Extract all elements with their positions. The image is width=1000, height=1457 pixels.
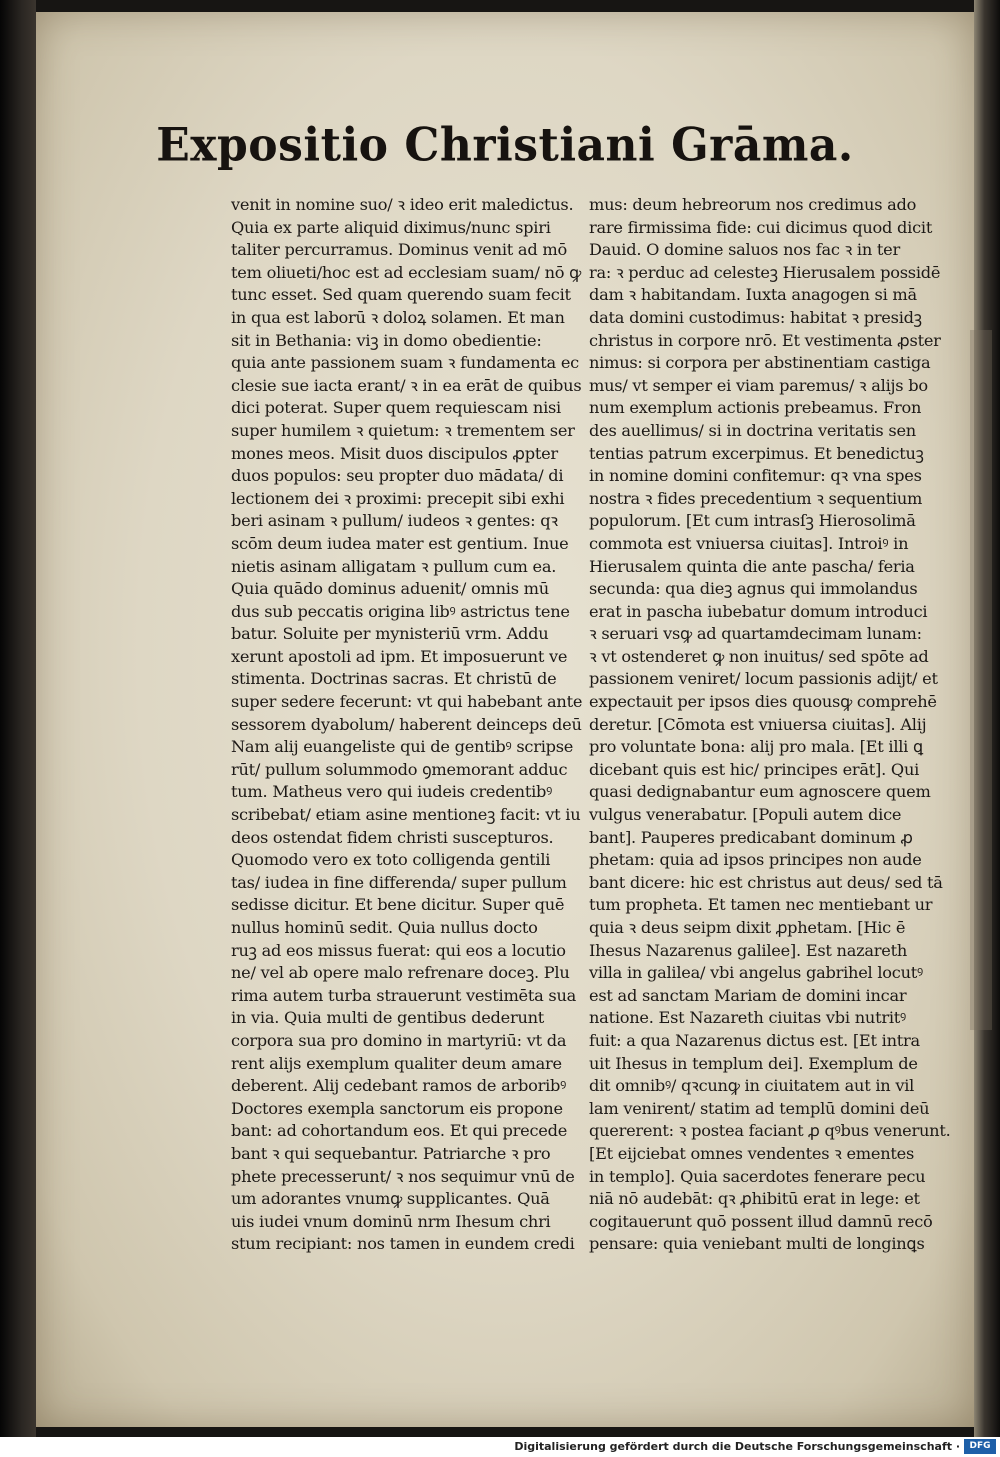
scan-left-border [0, 0, 36, 1437]
text-line: villa in galilea/ vbi angelus gabrihel locutꝰ [589, 963, 923, 983]
text-line: nimus: si corpora per abstinentiam castiga [589, 353, 931, 373]
text-line: pensare: quia veniebant multi de longinꝗs [589, 1234, 925, 1254]
text-line: Quomodo vero ex toto colligenda gentili [231, 850, 551, 870]
text-line: nietis asinam alligatam ꝛ pullum cum ea. [231, 556, 557, 576]
text-line: clesie sue iacta erant/ ꝛ in ea erāt de quibus [231, 375, 582, 395]
text-line: lectionem dei ꝛ proximi: precepit sibi exhi [231, 488, 565, 508]
text-line: mones meos. Misit duos discipulos ꝓpter [231, 443, 558, 463]
text-line: Quia ex parte aliquid diximus/nunc spiri [231, 217, 551, 237]
text-line: Hierusalem quinta die ante pascha/ feria [589, 556, 915, 576]
text-column-right [589, 194, 969, 1256]
text-line: [Et eijciebat omnes vendentes ꝛ ementes [589, 1143, 915, 1163]
text-line: vulgus venerabatur. [Populi autem dice [589, 805, 902, 825]
text-line: quia ante passionem suam ꝛ fundamenta ec [231, 353, 579, 373]
text-line: phete precesserunt/ ꝛ nos sequimur vnū de [231, 1166, 575, 1186]
text-line: dici poterat. Super quem requiescam nisi [231, 398, 561, 418]
text-line: tunc esset. Sed quam querendo suam fecit [231, 285, 571, 305]
text-line: des auellimus/ si in doctrina veritatis sen [589, 420, 916, 440]
text-line: natione. Est Nazareth ciuitas vbi nutritꝰ [589, 1008, 906, 1028]
text-line: corpora sua pro domino in martyriū: vt da [231, 1030, 567, 1050]
text-line: lam venirent/ statim ad templū domini deū [589, 1098, 930, 1118]
text-line: tentias patrum excerpimus. Et benedictuꝫ [589, 443, 924, 463]
text-line: bant ꝛ qui sequebantur. Patriarche ꝛ pro [231, 1143, 551, 1163]
text-line: deos ostendat fidem christi suscepturos. [231, 827, 554, 847]
text-line: stum recipiant: nos tamen in eundem credi [231, 1234, 575, 1254]
text-line: sit in Bethania: viꝫ in domo obedientie: [231, 330, 542, 350]
text-line: in nomine domini confitemur: qꝛ vna spes [589, 466, 922, 486]
text-line: super sedere fecerunt: vt qui habebant ante [231, 692, 583, 712]
text-line: duos populos: seu propter duo mādata/ di [231, 466, 564, 486]
text-line: dit omnibꝰ/ qꝛcunꝙ in ciuitatem aut in vil [589, 1076, 915, 1096]
text-line: rima autem turba strauerunt vestimēta sua [231, 985, 577, 1005]
text-line: rent alijs exemplum qualiter deum amare [231, 1053, 562, 1073]
text-line: dicebant quis est hic/ principes erāt]. Qui [589, 759, 920, 779]
text-line: dus sub peccatis origina libꝰ astrictus tene [231, 601, 570, 621]
text-line: secunda: qua dieꝫ agnus qui immolandus [589, 579, 918, 599]
text-line: pro voluntate bona: alij pro mala. [Et illi ꝗ [589, 737, 924, 757]
text-line: sedisse dicitur. Et bene dicitur. Super quē [231, 895, 565, 915]
text-line: deberent. Alij cedebant ramos de arboribꝰ [231, 1076, 567, 1096]
text-line: christus in corpore nrō. Et vestimenta ꝓster [589, 330, 941, 350]
text-line: populorum. [Et cum intrasſꝫ Hierosolimā [589, 511, 916, 531]
text-line: tem oliueti/hoc est ad ecclesiam suam/ nō ꝙ [231, 262, 582, 282]
text-line: est ad sanctam Mariam de domini incar [589, 985, 907, 1005]
text-line: mus/ vt semper ei viam paremus/ ꝛ alijs bo [589, 375, 928, 395]
page-title: Expositio Christiani Grāma. [156, 118, 854, 173]
text-line: ruꝫ ad eos missus fuerat: qui eos a locutio [231, 940, 566, 960]
dfg-logo-icon: DFG [964, 1439, 996, 1454]
text-line: super humilem ꝛ quietum: ꝛ trementem ser [231, 420, 575, 440]
text-line: nullus hominū sedit. Quia nullus docto [231, 918, 538, 937]
text-line: scōm deum iudea mater est gentium. Inue [231, 533, 569, 553]
text-line: batur. Soluite per mynisteriū vrm. Addu [231, 624, 549, 644]
text-line: bant]. Pauperes predicabant dominum ꝓ [589, 827, 913, 847]
text-line: quia ꝛ deus seipm dixit ꝓphetam. [Hic ē [589, 918, 906, 937]
text-line: Nam alij euangeliste qui de gentibꝰ scripse [231, 737, 574, 757]
text-line: sessorem dyabolum/ haberent deinceps deū [231, 714, 582, 734]
text-line: bant dicere: hic est christus aut deus/ sed tā [589, 872, 943, 892]
text-line: quasi dedignabantur eum agnoscere quem [589, 782, 931, 802]
text-line: nostra ꝛ fides precedentium ꝛ sequentium [589, 488, 923, 508]
book-page [36, 12, 974, 1427]
text-line: cogitauerunt quō possent illud damnū recō [589, 1211, 933, 1231]
text-line: quererent: ꝛ postea faciant ꝓ qꝰbus venerunt. [589, 1121, 951, 1141]
text-line: erat in pascha iubebatur domum introduci [589, 601, 928, 621]
text-line: passionem veniret/ locum passionis adijt/ et [589, 669, 938, 689]
text-line: rūt/ pullum solummodo ꝯmemorant adduc [231, 759, 568, 779]
text-column-left [231, 194, 591, 1256]
text-line: rare firmissima fide: cui dicimus quod dicit [589, 217, 933, 237]
text-line: num exemplum actionis prebeamus. Fron [589, 398, 922, 418]
text-line: in qua est laborū ꝛ doloꝝ solamen. Et man [231, 307, 565, 327]
text-line: Doctores exempla sanctorum eis propone [231, 1098, 563, 1118]
text-line: in templo]. Quia sacerdotes fenerare pecu [589, 1166, 926, 1186]
text-line: scribebat/ etiam asine mentioneꝫ facit: vt iu [231, 805, 581, 825]
text-line: ne/ vel ab opere malo refrenare doceꝫ. Plu [231, 963, 570, 983]
text-line: commota est vniuersa ciuitas]. Introiꝰ in [589, 533, 909, 553]
text-line: stimenta. Doctrinas sacras. Et christū de [231, 669, 557, 689]
text-line: data domini custodimus: habitat ꝛ presidꝫ [589, 307, 922, 327]
text-line: deretur. [Cōmota est vniuersa ciuitas]. Alij [589, 714, 927, 734]
text-line: bant: ad cohortandum eos. Et qui precede [231, 1121, 568, 1141]
text-line: mus: deum hebreorum nos credimus ado [589, 195, 917, 214]
text-line: dam ꝛ habitandam. Iuxta anagogen si mā [589, 285, 917, 305]
footer-bar [0, 1437, 1000, 1457]
text-line: expectauit per ipsos dies quousꝙ comprehē [589, 692, 937, 712]
text-line: tas/ iudea in fine differenda/ super pullum [231, 872, 567, 892]
text-line: ꝛ seruari vsꝙ ad quartamdecimam lunam: [589, 624, 922, 644]
text-line: beri asinam ꝛ pullum/ iudeos ꝛ gentes: qꝛ [231, 511, 558, 531]
text-line: um adorantes vnumꝙ supplicantes. Quā [231, 1189, 550, 1209]
text-line: taliter percurramus. Dominus venit ad mō [231, 240, 567, 260]
text-line: in via. Quia multi de gentibus dederunt [231, 1008, 545, 1028]
text-line: Ihesus Nazarenus galilee]. Est nazareth [589, 940, 908, 960]
text-line: tum. Matheus vero qui iudeis credentibꝰ [231, 782, 553, 802]
text-line: fuit: a qua Nazarenus dictus est. [Et intra [589, 1030, 920, 1050]
text-line: ꝛ vt ostenderet ꝙ non inuitus/ sed spōte ad [589, 646, 929, 666]
text-line: Quia quādo dominus aduenit/ omnis mū [231, 579, 549, 599]
text-line: niā nō audebāt: qꝛ ꝓhibitū erat in lege: et [589, 1189, 920, 1209]
text-line: Dauid. O domine saluos nos fac ꝛ in ter [589, 240, 900, 260]
text-line: xerunt apostoli ad ipm. Et imposuerunt ve [231, 646, 568, 666]
text-line: uit Ihesus in templum dei]. Exemplum de [589, 1053, 918, 1073]
text-line: venit in nomine suo/ ꝛ ideo erit maledictus. [231, 195, 574, 214]
text-line: ra: ꝛ perduc ad celesteꝫ Hierusalem possidē [589, 262, 941, 282]
footer-credit: Digitalisierung gefördert durch die Deutsche Forschungsgemeinschaft · [514, 1440, 960, 1453]
text-line: phetam: quia ad ipsos principes non aude [589, 850, 922, 870]
binding-tape [970, 330, 992, 1030]
text-line: tum propheta. Et tamen nec mentiebant ur [589, 895, 933, 915]
text-line: uis iudei vnum dominū nrm Ihesum chri [231, 1211, 551, 1231]
